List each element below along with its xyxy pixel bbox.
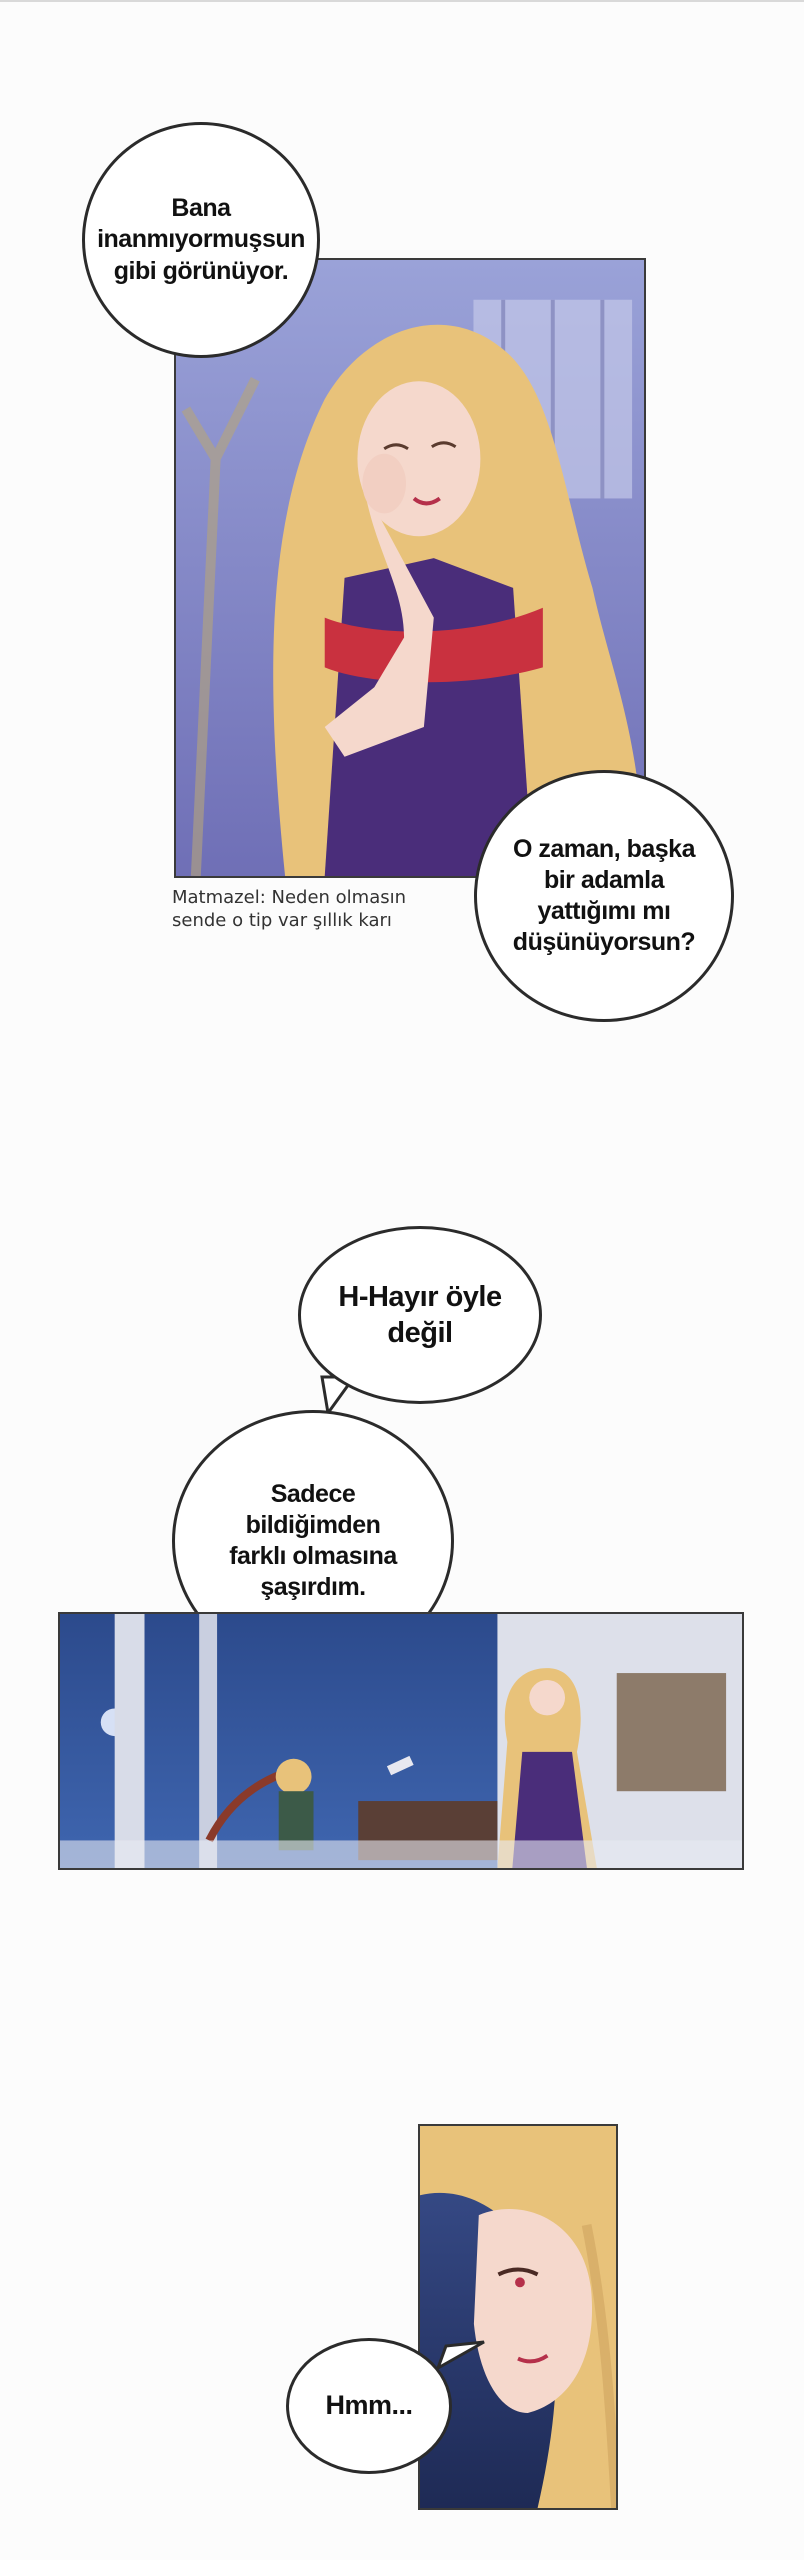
page-top-divider	[0, 0, 804, 2]
panel-3-art	[420, 2126, 616, 2508]
speech-bubble-2: O zaman, başka bir adamla yattığımı mı düşünüyorsun?	[474, 770, 734, 1022]
comic-panel-2	[58, 1612, 744, 1870]
speech-bubble-5-tail	[436, 2340, 486, 2370]
speech-bubble-5: Hmm...	[286, 2338, 452, 2474]
speech-bubble-3: H-Hayır öyle değil	[298, 1226, 542, 1404]
translator-note: Matmazel: Neden olmasın sende o tip var şıllık karı	[172, 887, 407, 932]
panel-2-art	[60, 1614, 742, 1868]
comic-panel-3	[418, 2124, 618, 2510]
speech-bubble-1: Bana inanmıyormuşsun gibi görünüyor.	[82, 122, 320, 358]
speech-bubble-4: Sadece bildiğimden farklı olmasına şaşırdım.	[172, 1410, 454, 1672]
